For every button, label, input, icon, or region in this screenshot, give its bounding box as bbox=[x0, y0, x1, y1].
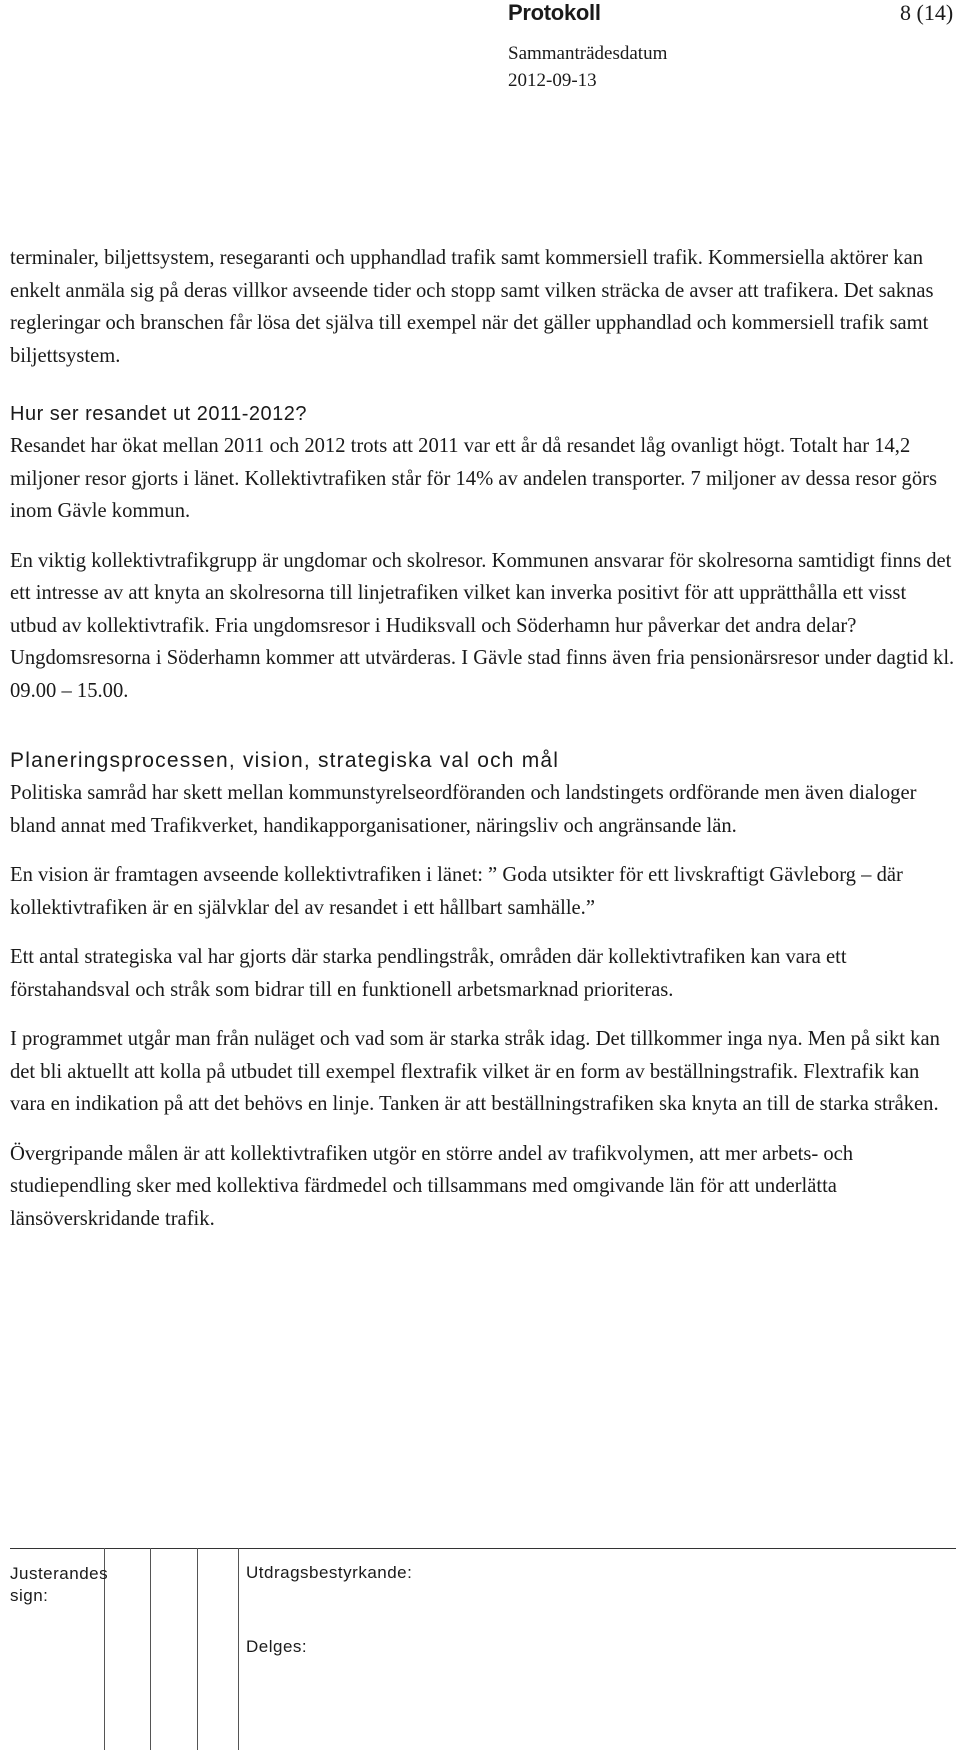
body-paragraph: terminaler, biljettsystem, resegaranti och upphandlad trafik samt kommersiell trafik. Kommersiella aktörer kan enkelt anmäla sig på deras villkor avseende tider och stopp samt vilken sträcka de avser att trafikera. Det saknas regleringar och branschen får lösa det själva till exempel när det gäller upphandlad och kommersiell trafik samt biljettsystem. bbox=[10, 247, 934, 367]
delges-label: Delges: bbox=[246, 1637, 308, 1656]
body-paragraph: En vision är framtagen avseende kollektivtrafiken i länet: ” Goda utsikter för ett livskraftigt Gävleborg – där kollektivtrafiken är en självklar del av resandet i ett hållbart samhälle.” bbox=[10, 864, 903, 919]
meeting-date: 2012-09-13 bbox=[508, 70, 597, 91]
body-paragraph: Övergripande målen är att kollektivtrafiken utgör en större andel av trafikvolymen, att mer arbets- och studiependling sker med kollektiva färdmedel och tillsammans med omgivande län för att underlätta länsöverskridande trafik. bbox=[10, 1142, 854, 1230]
document-body bbox=[10, 242, 955, 1252]
section-heading-planering: Planeringsprocessen, vision, strategiska val och mål bbox=[10, 749, 560, 772]
signature-box-divider bbox=[150, 1548, 151, 1750]
document-title: Protokoll bbox=[508, 0, 601, 25]
body-paragraph: Politiska samråd har skett mellan kommunstyrelseordföranden och landstingets ordförande men även dialoger bland annat med Trafikverket, handikapporganisationer, näringsliv och angränsande län. bbox=[10, 782, 917, 837]
footer-divider bbox=[10, 1548, 956, 1549]
page-number: 8 (14) bbox=[900, 0, 954, 25]
meeting-date-label: Sammanträdesdatum bbox=[508, 43, 668, 64]
signature-box-divider bbox=[197, 1548, 198, 1750]
body-paragraph: Ett antal strategiska val har gjorts där starka pendlingstråk, områden där kollektivtrafiken kan vara ett förstahandsval och stråk som bidrar till en funktionell arbetsmarknad prioriteras. bbox=[10, 946, 847, 1001]
signature-box-divider bbox=[238, 1548, 239, 1750]
section-heading-resandet: Hur ser resandet ut 2011-2012? bbox=[10, 403, 308, 425]
body-paragraph: En viktig kollektivtrafikgrupp är ungdomar och skolresor. Kommunen ansvarar för skolresorna samtidigt finns det ett intresse av att knyta an skolresorna till linjetrafiken vilket kan inverka positivt för att upprätthålla ett visst utbud av kollektivtrafik. Fria ungdomsresor i Hudiksvall och Söderhamn hur påverkar det andra delar? Ungdomsresorna i Söderhamn kommer att utvärderas. I Gävle stad finns även fria pensionärsresor under dagtid kl. 09.00 – 15.00. bbox=[10, 549, 955, 702]
body-paragraph: Resandet har ökat mellan 2011 och 2012 trots att 2011 var ett år då resandet låg ovanligt högt. Totalt har 14,2 miljoner resor gjorts i länet. Kollektivtrafiken står för 14% av andelen transporter. 7 miljoner av dessa resor görs inom Gävle kommun. bbox=[10, 435, 938, 522]
justerandes-sign-label: Justerandes sign: bbox=[10, 1564, 109, 1605]
utdragsbestyrkande-label: Utdragsbestyrkande: bbox=[246, 1563, 413, 1582]
body-paragraph: I programmet utgår man från nuläget och vad som är starka stråk idag. Det tillkommer inga nya. Men på sikt kan det bli aktuellt att kolla på utbudet till exempel flextrafik vilket är en form av beställningstrafik. Flextrafik kan vara en indikation på att det behövs en linje. Tanken är att beställningstrafiken ska knyta an till de starka stråken. bbox=[10, 1028, 940, 1115]
